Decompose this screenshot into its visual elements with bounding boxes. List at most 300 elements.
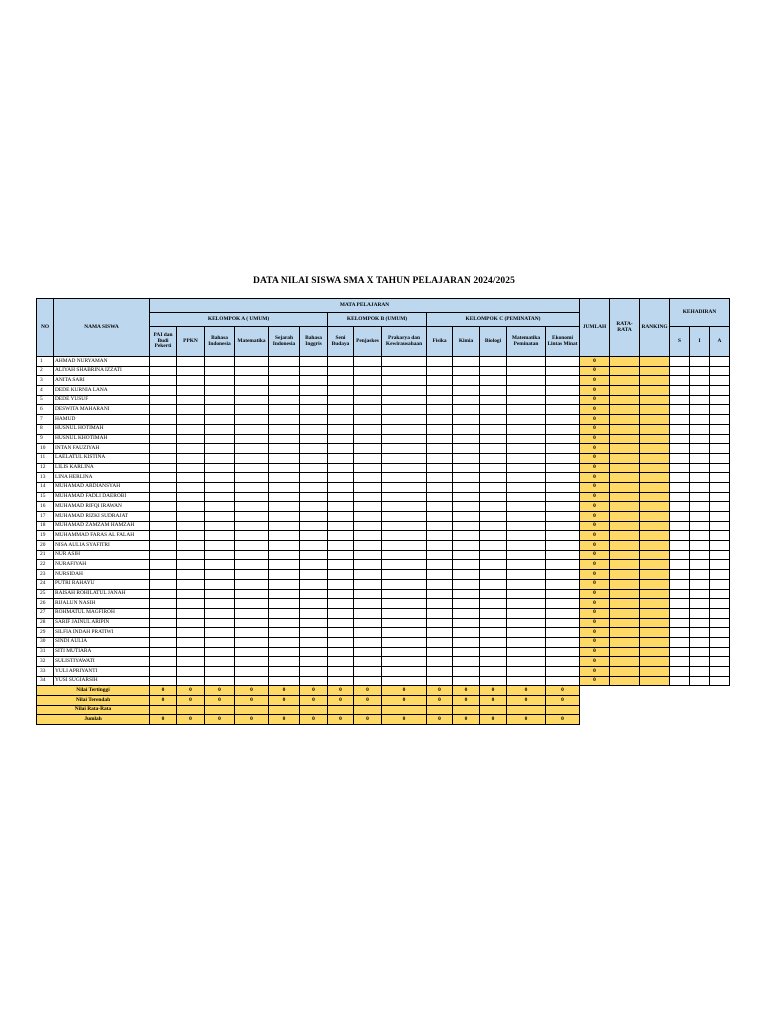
attendance-cell[interactable]: [670, 376, 690, 386]
grade-cell[interactable]: [235, 521, 269, 531]
grade-cell[interactable]: [382, 424, 427, 434]
grade-cell[interactable]: [546, 395, 580, 405]
attendance-cell[interactable]: [670, 676, 690, 686]
attendance-cell[interactable]: [670, 366, 690, 376]
attendance-cell[interactable]: [670, 560, 690, 570]
grade-cell[interactable]: [150, 657, 177, 667]
grade-cell[interactable]: [205, 618, 235, 628]
grade-cell[interactable]: [150, 492, 177, 502]
grade-cell[interactable]: [354, 579, 382, 589]
grade-cell[interactable]: [427, 531, 453, 541]
grade-cell[interactable]: [300, 637, 328, 647]
attendance-cell[interactable]: [670, 657, 690, 667]
grade-cell[interactable]: [328, 579, 354, 589]
grade-cell[interactable]: [150, 512, 177, 522]
grade-cell[interactable]: [382, 444, 427, 454]
grade-cell[interactable]: [300, 521, 328, 531]
attendance-cell[interactable]: [690, 463, 710, 473]
grade-cell[interactable]: [328, 628, 354, 638]
grade-cell[interactable]: [235, 608, 269, 618]
grade-cell[interactable]: [354, 415, 382, 425]
grade-cell[interactable]: [328, 560, 354, 570]
grade-cell[interactable]: [453, 473, 480, 483]
grade-cell[interactable]: [427, 550, 453, 560]
attendance-cell[interactable]: [710, 405, 730, 415]
grade-cell[interactable]: [235, 637, 269, 647]
grade-cell[interactable]: [269, 667, 300, 677]
grade-cell[interactable]: [546, 560, 580, 570]
grade-cell[interactable]: [546, 570, 580, 580]
attendance-cell[interactable]: [690, 453, 710, 463]
grade-cell[interactable]: [480, 386, 507, 396]
grade-cell[interactable]: [235, 395, 269, 405]
grade-cell[interactable]: [354, 618, 382, 628]
grade-cell[interactable]: [453, 366, 480, 376]
grade-cell[interactable]: [328, 473, 354, 483]
grade-cell[interactable]: [427, 657, 453, 667]
grade-cell[interactable]: [269, 560, 300, 570]
grade-cell[interactable]: [177, 541, 205, 551]
grade-cell[interactable]: [382, 463, 427, 473]
grade-cell[interactable]: [453, 376, 480, 386]
grade-cell[interactable]: [328, 531, 354, 541]
grade-cell[interactable]: [382, 541, 427, 551]
grade-cell[interactable]: [453, 357, 480, 367]
attendance-cell[interactable]: [710, 453, 730, 463]
grade-cell[interactable]: [546, 463, 580, 473]
grade-cell[interactable]: [453, 647, 480, 657]
attendance-cell[interactable]: [710, 618, 730, 628]
grade-cell[interactable]: [177, 463, 205, 473]
attendance-cell[interactable]: [670, 628, 690, 638]
grade-cell[interactable]: [177, 570, 205, 580]
grade-cell[interactable]: [150, 618, 177, 628]
grade-cell[interactable]: [150, 521, 177, 531]
attendance-cell[interactable]: [690, 618, 710, 628]
grade-cell[interactable]: [328, 357, 354, 367]
grade-cell[interactable]: [382, 647, 427, 657]
grade-cell[interactable]: [480, 473, 507, 483]
grade-cell[interactable]: [427, 541, 453, 551]
grade-cell[interactable]: [235, 589, 269, 599]
grade-cell[interactable]: [235, 482, 269, 492]
grade-cell[interactable]: [427, 444, 453, 454]
grade-cell[interactable]: [427, 492, 453, 502]
grade-cell[interactable]: [546, 424, 580, 434]
grade-cell[interactable]: [480, 453, 507, 463]
attendance-cell[interactable]: [670, 667, 690, 677]
attendance-cell[interactable]: [670, 608, 690, 618]
grade-cell[interactable]: [150, 608, 177, 618]
grade-cell[interactable]: [328, 386, 354, 396]
attendance-cell[interactable]: [670, 444, 690, 454]
attendance-cell[interactable]: [710, 357, 730, 367]
grade-cell[interactable]: [354, 512, 382, 522]
grade-cell[interactable]: [480, 405, 507, 415]
attendance-cell[interactable]: [690, 589, 710, 599]
grade-cell[interactable]: [507, 579, 546, 589]
grade-cell[interactable]: [205, 550, 235, 560]
grade-cell[interactable]: [546, 667, 580, 677]
grade-cell[interactable]: [177, 357, 205, 367]
grade-cell[interactable]: [507, 657, 546, 667]
attendance-cell[interactable]: [710, 676, 730, 686]
grade-cell[interactable]: [269, 618, 300, 628]
attendance-cell[interactable]: [690, 676, 710, 686]
grade-cell[interactable]: [205, 541, 235, 551]
attendance-cell[interactable]: [670, 405, 690, 415]
attendance-cell[interactable]: [710, 521, 730, 531]
grade-cell[interactable]: [382, 628, 427, 638]
grade-cell[interactable]: [269, 444, 300, 454]
grade-cell[interactable]: [150, 473, 177, 483]
grade-cell[interactable]: [453, 637, 480, 647]
grade-cell[interactable]: [300, 628, 328, 638]
grade-cell[interactable]: [300, 589, 328, 599]
grade-cell[interactable]: [177, 550, 205, 560]
grade-cell[interactable]: [235, 550, 269, 560]
grade-cell[interactable]: [427, 637, 453, 647]
grade-cell[interactable]: [328, 541, 354, 551]
attendance-cell[interactable]: [690, 502, 710, 512]
grade-cell[interactable]: [427, 667, 453, 677]
attendance-cell[interactable]: [670, 357, 690, 367]
grade-cell[interactable]: [354, 589, 382, 599]
grade-cell[interactable]: [205, 667, 235, 677]
grade-cell[interactable]: [269, 579, 300, 589]
grade-cell[interactable]: [205, 386, 235, 396]
grade-cell[interactable]: [427, 386, 453, 396]
grade-cell[interactable]: [300, 357, 328, 367]
attendance-cell[interactable]: [710, 637, 730, 647]
grade-cell[interactable]: [177, 667, 205, 677]
grade-cell[interactable]: [205, 424, 235, 434]
grade-cell[interactable]: [453, 579, 480, 589]
grade-cell[interactable]: [507, 405, 546, 415]
grade-cell[interactable]: [382, 550, 427, 560]
grade-cell[interactable]: [205, 463, 235, 473]
grade-cell[interactable]: [382, 608, 427, 618]
grade-cell[interactable]: [300, 473, 328, 483]
grade-cell[interactable]: [235, 376, 269, 386]
grade-cell[interactable]: [507, 415, 546, 425]
grade-cell[interactable]: [453, 502, 480, 512]
grade-cell[interactable]: [177, 512, 205, 522]
grade-cell[interactable]: [300, 676, 328, 686]
attendance-cell[interactable]: [710, 492, 730, 502]
grade-cell[interactable]: [150, 444, 177, 454]
grade-cell[interactable]: [328, 512, 354, 522]
grade-cell[interactable]: [300, 599, 328, 609]
grade-cell[interactable]: [546, 473, 580, 483]
attendance-cell[interactable]: [710, 628, 730, 638]
grade-cell[interactable]: [546, 637, 580, 647]
grade-cell[interactable]: [235, 618, 269, 628]
grade-cell[interactable]: [354, 550, 382, 560]
attendance-cell[interactable]: [710, 482, 730, 492]
grade-cell[interactable]: [382, 560, 427, 570]
grade-cell[interactable]: [150, 405, 177, 415]
grade-cell[interactable]: [269, 463, 300, 473]
grade-cell[interactable]: [480, 579, 507, 589]
grade-cell[interactable]: [382, 599, 427, 609]
grade-cell[interactable]: [177, 386, 205, 396]
grade-cell[interactable]: [150, 357, 177, 367]
attendance-cell[interactable]: [690, 444, 710, 454]
grade-cell[interactable]: [300, 512, 328, 522]
grade-cell[interactable]: [150, 376, 177, 386]
grade-cell[interactable]: [427, 434, 453, 444]
grade-cell[interactable]: [300, 453, 328, 463]
grade-cell[interactable]: [328, 492, 354, 502]
grade-cell[interactable]: [177, 637, 205, 647]
grade-cell[interactable]: [300, 560, 328, 570]
attendance-cell[interactable]: [690, 541, 710, 551]
grade-cell[interactable]: [354, 647, 382, 657]
grade-cell[interactable]: [546, 366, 580, 376]
grade-cell[interactable]: [453, 521, 480, 531]
grade-cell[interactable]: [480, 424, 507, 434]
grade-cell[interactable]: [269, 676, 300, 686]
grade-cell[interactable]: [300, 647, 328, 657]
grade-cell[interactable]: [480, 599, 507, 609]
grade-cell[interactable]: [382, 531, 427, 541]
grade-cell[interactable]: [507, 424, 546, 434]
grade-cell[interactable]: [453, 453, 480, 463]
grade-cell[interactable]: [150, 463, 177, 473]
attendance-cell[interactable]: [690, 512, 710, 522]
grade-cell[interactable]: [150, 647, 177, 657]
attendance-cell[interactable]: [690, 415, 710, 425]
grade-cell[interactable]: [328, 366, 354, 376]
grade-cell[interactable]: [354, 395, 382, 405]
grade-cell[interactable]: [269, 415, 300, 425]
grade-cell[interactable]: [177, 453, 205, 463]
grade-cell[interactable]: [150, 579, 177, 589]
grade-cell[interactable]: [300, 550, 328, 560]
grade-cell[interactable]: [205, 608, 235, 618]
attendance-cell[interactable]: [710, 541, 730, 551]
grade-cell[interactable]: [269, 386, 300, 396]
grade-cell[interactable]: [507, 599, 546, 609]
grade-cell[interactable]: [300, 444, 328, 454]
grade-cell[interactable]: [382, 589, 427, 599]
grade-cell[interactable]: [427, 366, 453, 376]
grade-cell[interactable]: [453, 608, 480, 618]
attendance-cell[interactable]: [670, 395, 690, 405]
grade-cell[interactable]: [328, 434, 354, 444]
attendance-cell[interactable]: [690, 395, 710, 405]
grade-cell[interactable]: [427, 579, 453, 589]
grade-cell[interactable]: [382, 618, 427, 628]
grade-cell[interactable]: [269, 473, 300, 483]
attendance-cell[interactable]: [670, 473, 690, 483]
grade-cell[interactable]: [269, 589, 300, 599]
grade-cell[interactable]: [205, 676, 235, 686]
grade-cell[interactable]: [328, 570, 354, 580]
grade-cell[interactable]: [300, 502, 328, 512]
grade-cell[interactable]: [205, 415, 235, 425]
grade-cell[interactable]: [235, 657, 269, 667]
attendance-cell[interactable]: [670, 531, 690, 541]
grade-cell[interactable]: [300, 395, 328, 405]
grade-cell[interactable]: [328, 599, 354, 609]
grade-cell[interactable]: [382, 434, 427, 444]
attendance-cell[interactable]: [690, 560, 710, 570]
grade-cell[interactable]: [150, 415, 177, 425]
grade-cell[interactable]: [507, 473, 546, 483]
grade-cell[interactable]: [427, 618, 453, 628]
grade-cell[interactable]: [546, 376, 580, 386]
grade-cell[interactable]: [177, 647, 205, 657]
grade-cell[interactable]: [354, 366, 382, 376]
attendance-cell[interactable]: [710, 424, 730, 434]
grade-cell[interactable]: [235, 531, 269, 541]
attendance-cell[interactable]: [710, 415, 730, 425]
grade-cell[interactable]: [269, 541, 300, 551]
grade-cell[interactable]: [205, 599, 235, 609]
attendance-cell[interactable]: [670, 424, 690, 434]
attendance-cell[interactable]: [710, 608, 730, 618]
attendance-cell[interactable]: [690, 667, 710, 677]
grade-cell[interactable]: [546, 357, 580, 367]
grade-cell[interactable]: [235, 647, 269, 657]
grade-cell[interactable]: [205, 376, 235, 386]
grade-cell[interactable]: [453, 628, 480, 638]
grade-cell[interactable]: [235, 357, 269, 367]
grade-cell[interactable]: [453, 434, 480, 444]
grade-cell[interactable]: [328, 463, 354, 473]
grade-cell[interactable]: [546, 628, 580, 638]
grade-cell[interactable]: [354, 676, 382, 686]
grade-cell[interactable]: [546, 502, 580, 512]
grade-cell[interactable]: [177, 676, 205, 686]
grade-cell[interactable]: [354, 444, 382, 454]
attendance-cell[interactable]: [710, 657, 730, 667]
grade-cell[interactable]: [507, 550, 546, 560]
grade-cell[interactable]: [205, 492, 235, 502]
grade-cell[interactable]: [328, 521, 354, 531]
grade-cell[interactable]: [382, 386, 427, 396]
grade-cell[interactable]: [269, 599, 300, 609]
grade-cell[interactable]: [235, 676, 269, 686]
grade-cell[interactable]: [269, 502, 300, 512]
grade-cell[interactable]: [507, 541, 546, 551]
grade-cell[interactable]: [382, 637, 427, 647]
grade-cell[interactable]: [235, 570, 269, 580]
grade-cell[interactable]: [507, 570, 546, 580]
grade-cell[interactable]: [382, 657, 427, 667]
grade-cell[interactable]: [150, 589, 177, 599]
grade-cell[interactable]: [354, 502, 382, 512]
grade-cell[interactable]: [328, 667, 354, 677]
grade-cell[interactable]: [546, 608, 580, 618]
grade-cell[interactable]: [150, 667, 177, 677]
grade-cell[interactable]: [150, 424, 177, 434]
grade-cell[interactable]: [382, 521, 427, 531]
grade-cell[interactable]: [507, 608, 546, 618]
grade-cell[interactable]: [205, 512, 235, 522]
grade-cell[interactable]: [427, 482, 453, 492]
grade-cell[interactable]: [328, 550, 354, 560]
grade-cell[interactable]: [177, 618, 205, 628]
grade-cell[interactable]: [269, 628, 300, 638]
attendance-cell[interactable]: [690, 647, 710, 657]
grade-cell[interactable]: [235, 492, 269, 502]
grade-cell[interactable]: [507, 434, 546, 444]
attendance-cell[interactable]: [710, 550, 730, 560]
grade-cell[interactable]: [235, 628, 269, 638]
attendance-cell[interactable]: [690, 386, 710, 396]
grade-cell[interactable]: [205, 357, 235, 367]
grade-cell[interactable]: [546, 405, 580, 415]
grade-cell[interactable]: [546, 453, 580, 463]
grade-cell[interactable]: [269, 637, 300, 647]
grade-cell[interactable]: [269, 492, 300, 502]
grade-cell[interactable]: [546, 579, 580, 589]
grade-cell[interactable]: [480, 637, 507, 647]
grade-cell[interactable]: [328, 637, 354, 647]
grade-cell[interactable]: [177, 434, 205, 444]
grade-cell[interactable]: [546, 657, 580, 667]
grade-cell[interactable]: [328, 618, 354, 628]
grade-cell[interactable]: [328, 482, 354, 492]
attendance-cell[interactable]: [670, 541, 690, 551]
attendance-cell[interactable]: [690, 424, 710, 434]
grade-cell[interactable]: [205, 366, 235, 376]
grade-cell[interactable]: [507, 560, 546, 570]
attendance-cell[interactable]: [710, 589, 730, 599]
grade-cell[interactable]: [150, 531, 177, 541]
grade-cell[interactable]: [382, 482, 427, 492]
attendance-cell[interactable]: [690, 521, 710, 531]
grade-cell[interactable]: [328, 657, 354, 667]
grade-cell[interactable]: [453, 618, 480, 628]
grade-cell[interactable]: [300, 376, 328, 386]
grade-cell[interactable]: [300, 482, 328, 492]
grade-cell[interactable]: [328, 405, 354, 415]
grade-cell[interactable]: [480, 550, 507, 560]
grade-cell[interactable]: [507, 502, 546, 512]
grade-cell[interactable]: [300, 657, 328, 667]
grade-cell[interactable]: [205, 473, 235, 483]
grade-cell[interactable]: [480, 608, 507, 618]
grade-cell[interactable]: [235, 405, 269, 415]
grade-cell[interactable]: [427, 405, 453, 415]
grade-cell[interactable]: [507, 531, 546, 541]
grade-cell[interactable]: [269, 395, 300, 405]
grade-cell[interactable]: [235, 473, 269, 483]
attendance-cell[interactable]: [690, 376, 710, 386]
grade-cell[interactable]: [269, 608, 300, 618]
grade-cell[interactable]: [300, 541, 328, 551]
grade-cell[interactable]: [354, 376, 382, 386]
attendance-cell[interactable]: [710, 473, 730, 483]
attendance-cell[interactable]: [710, 386, 730, 396]
attendance-cell[interactable]: [690, 570, 710, 580]
attendance-cell[interactable]: [710, 444, 730, 454]
grade-cell[interactable]: [150, 482, 177, 492]
grade-cell[interactable]: [150, 395, 177, 405]
attendance-cell[interactable]: [710, 667, 730, 677]
attendance-cell[interactable]: [690, 531, 710, 541]
grade-cell[interactable]: [150, 676, 177, 686]
attendance-cell[interactable]: [710, 502, 730, 512]
grade-cell[interactable]: [507, 667, 546, 677]
grade-cell[interactable]: [328, 424, 354, 434]
grade-cell[interactable]: [235, 434, 269, 444]
grade-cell[interactable]: [382, 357, 427, 367]
